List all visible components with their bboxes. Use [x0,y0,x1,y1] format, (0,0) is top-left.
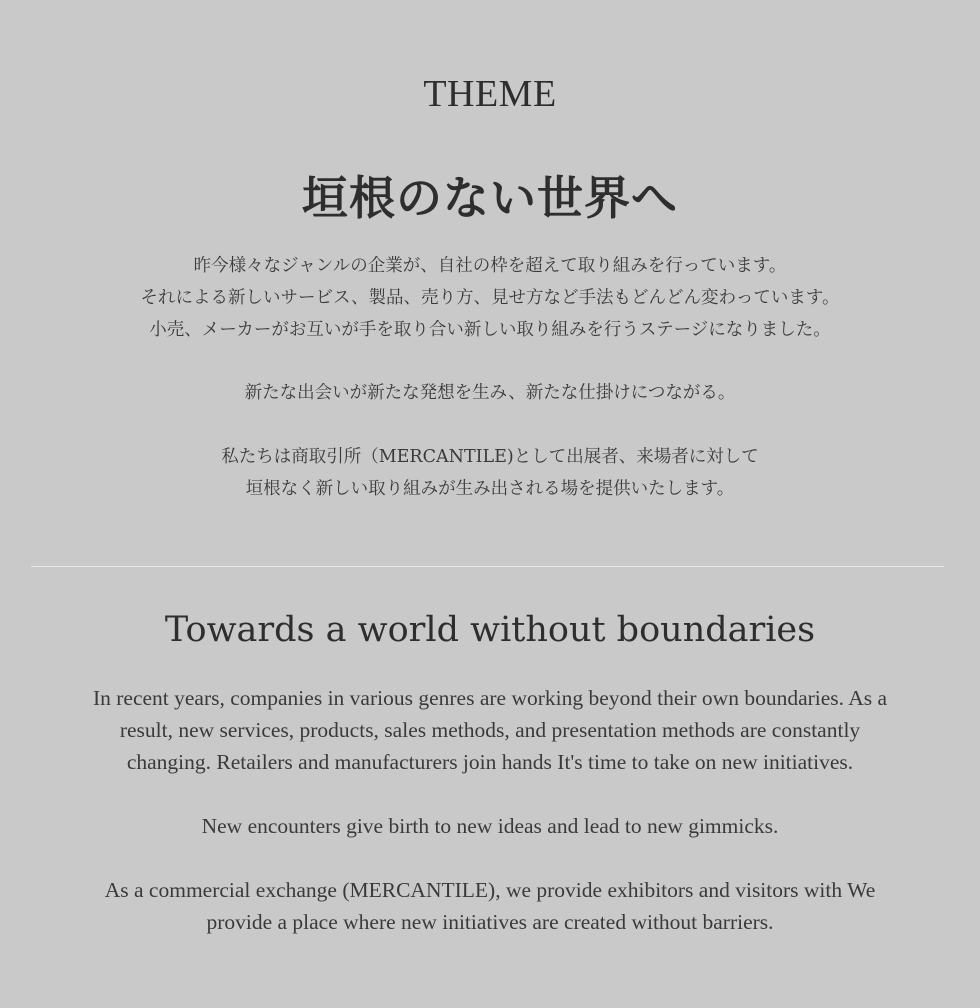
jp-text-line: 小売、メーカーがお互いが手を取り合い新しい取り組みを行うステージになりました。 [149,320,831,340]
en-heading: Towards a world without boundaries [164,610,816,650]
jp-text-line: 私たちは商取引所（MERCANTILE)として出展者、来場者に対して [221,447,759,467]
en-paragraph-2 [0,810,980,842]
jp-text-line: 新たな出会いが新たな発想を生み、新たな仕掛けにつながる。 [244,383,736,403]
jp-text-line: 垣根なく新しい取り組みが生み出される場を提供いたします。 [245,479,735,499]
en-text-line: New encounters give birth to new ideas and lead to new gimmicks. [201,814,779,838]
en-text-line: changing. Retailers and manufacturers join hands It's time to take on new initiatives. [126,750,854,774]
en-text-line: provide a place where new initiatives are created without barriers. [206,910,774,934]
en-paragraph-1 [0,682,980,778]
jp-heading: 垣根のない世界へ [302,171,678,225]
jp-text-line: それによる新しいサービス、製品、売り方、見せ方など手法もどんどん変わっています。 [140,288,840,308]
jp-paragraph-3 [0,441,980,505]
jp-paragraph-1 [0,250,980,346]
en-text-line: As a commercial exchange (MERCANTILE), we provide exhibitors and visitors with We [104,878,876,902]
en-text-line: In recent years, companies in various genres are working beyond their own boundaries. As a [92,686,888,710]
jp-paragraph-2 [0,377,980,409]
en-paragraph-3 [0,874,980,938]
en-text-line: result, new services, products, sales methods, and presentation methods are constantly [119,718,861,742]
jp-text-line: 昨今様々なジャンルの企業が、自社の枠を超えて取り組みを行っています。 [193,256,787,276]
section-label: THEME [423,73,557,115]
section-divider [31,566,944,567]
